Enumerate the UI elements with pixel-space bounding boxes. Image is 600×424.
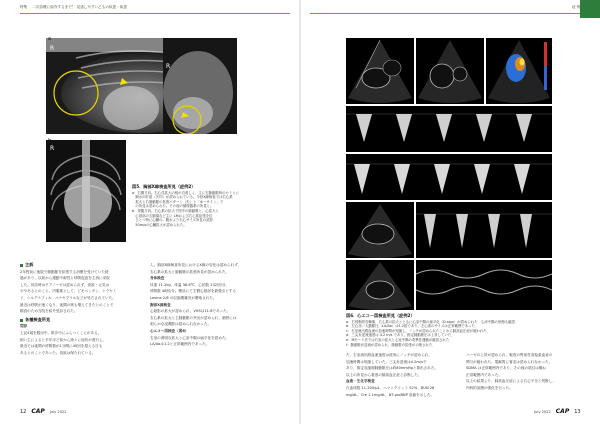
right-footer (534, 408, 581, 415)
body-line: 以上の所見から重度の肺高血圧症と診断した。 (346, 372, 422, 377)
body-line: 心陰影の拡大が認められ、VHSは11.6であった。 (150, 309, 231, 314)
left-footer (20, 408, 67, 415)
xray-dorsoventral-image (46, 140, 126, 242)
fig6-caption (346, 314, 581, 347)
body-line: 最近は呼吸が速くなり、夜間の咳も増えてきたとのことで (20, 302, 114, 307)
brand-logo-right: CAP (555, 408, 570, 415)
right-body-column-left (346, 352, 458, 398)
fig6-line: b：左心房／大動脈比（LA/Ao）は1.2倍であり，左心系のサイズは正常範囲であった． (346, 324, 479, 329)
echo-panel-b (416, 38, 484, 104)
fig5-line: a：右側方向。右心性拡大の相が自著しく、主に右肺動脈幹のセミとに (132, 190, 240, 195)
fig6-line: c：右室流出路血流の加速時間が短縮し，ノッチが認められたことから肺高血圧症が疑われた． (346, 328, 491, 333)
body-line: た、右室流出路血流速度は波形にノッチが認められ、 (346, 353, 433, 357)
doppler-panel-3 (416, 202, 552, 258)
fig6-line: f：肺動脈弁逆流が認められ，肺動脈の拡張が示唆された． (346, 342, 436, 347)
mmode-panel (416, 260, 552, 310)
fig5b-label: b (48, 138, 52, 144)
page-number-right: 13 (574, 408, 581, 415)
fig6-line: e：Mモード法では右室の拡大と心室中隔の奇異性運動が確認された． (346, 337, 453, 342)
body-subhead: 心エコー図検査（図6） (150, 328, 189, 333)
page-gutter (299, 0, 301, 424)
right-header (310, 5, 580, 14)
echo-panel-color-doppler (486, 38, 552, 104)
body-line: した。初診時はチアノーゼは認められず、食欲・元気は (20, 282, 110, 287)
doppler-panel-2 (346, 154, 552, 200)
fig5-line: b：背腹方向。右心系の拡大で図中の肺動脈と、心拡大と (132, 208, 219, 213)
body-line: 内科的治療の強化を行った。 (466, 385, 513, 390)
section-heading-chief-complaint: 主訴 (20, 262, 142, 269)
body-line: 精査のため当院を紹介受診された。 (20, 309, 78, 314)
fig5-line: 心基部の右肺葉など主に LMおよび右心系拡張を抗 (132, 213, 213, 218)
body-line: 正常範囲内であった。 (466, 372, 502, 377)
body-line: LA/Aoは1.2と正常範囲内であった。 (150, 342, 210, 347)
section-heading-exams: 各種検査所見 (20, 317, 142, 324)
body-line: 右室の著明な拡大と心室中隔の扁平化を認めた。 (150, 335, 230, 340)
body-line: ん。胸部X線検査所見におけるX線の変化は認められず、 (150, 263, 242, 267)
body-line: 飼い主によると半年ほど前から徐々に症状が進行し、 (20, 337, 107, 342)
fig6-title: 図6．心エコー図検査所見（症例2） (346, 313, 415, 318)
body-subhead: 胸部X線検査 (150, 302, 171, 307)
body-line: 呼吸数 48回/分。聴診にて左側心基部を最強点とする (150, 289, 236, 294)
fig5-line: 胸水の貯留（矢印）が認められている。今回X線検査では右心系 (132, 195, 233, 200)
xray-marker-r2: R (166, 63, 171, 70)
body-line: 最近では夜間の呼吸数が1分間に40回を超える日も (20, 344, 103, 349)
body-subhead: 問診 (20, 324, 28, 329)
right-body-column-right (466, 352, 580, 392)
fig6-line: d：三尖弁逆流速度は 4.2 m/s であり，推定肺動脈圧は上昇していた． (346, 333, 455, 338)
fig5-line: 50ｍ/sの心臓拡大が認められた。 (132, 222, 187, 227)
body-line: 明らかな浸潤影は認められなかった。 (150, 322, 212, 327)
body-line: 以上の結果より、肺高血圧症による右心不全と判断し、 (466, 379, 556, 384)
body-line: 関与が疑われた。電解質に著変は認められなかった。 (466, 359, 553, 364)
body-line: 白血球数 11,200/μL、ヘマトクリット 52%、BUN 28 (346, 385, 435, 390)
right-header-label: 症 例 (572, 5, 580, 9)
fig5-line: ひとつ特に心臓の。腹水より右心サイズ所見の読影 (132, 218, 213, 223)
echo-panel-d (346, 260, 414, 310)
body-line: ややあるとのこと。内服薬として、ピモベンダン、トラセミ (20, 289, 117, 294)
left-header-label: 特集 (20, 5, 28, 9)
body-line: 上記4剤を服用中。散歩中にふらつくことがある。 (20, 330, 102, 335)
body-line: mg/dL、Cre 1.1mg/dL、NT-proBNP 高値を示した。 (346, 392, 435, 397)
brand-logo-left: CAP (31, 408, 45, 415)
body-line: SDMA は正常範囲内であり、その他の項目は概ね (466, 366, 547, 371)
fig5a-label: a (48, 36, 52, 42)
left-header (20, 5, 290, 14)
body-line: Levine 2/6 の収縮期雑音が聴取された。 (150, 295, 217, 300)
body-subhead: 身体検査 (150, 276, 165, 281)
header-rule (310, 13, 580, 14)
xray-lateral-closeup (163, 38, 237, 134)
body-line: 過があり、以前から運動不耐性と呼吸促迫を主訴に来院 (20, 276, 110, 281)
left-body-column (20, 262, 142, 356)
xray-marker-r: R (50, 45, 55, 52)
page-number-left: 12 (20, 408, 27, 415)
body-line: あるとのことであった。食欲は保たれている。 (20, 350, 96, 355)
body-line: あり、推定収縮期肺動脈圧は約80mmHgと算出された。 (346, 366, 439, 371)
header-rule (20, 13, 290, 14)
body-line: 右心系の拡大と肺動脈の拡張所見が認められた。 (150, 269, 230, 274)
right-header-tab (580, 0, 600, 18)
body-line: 2年程前に他院で肺動脈を拡張する治療を受けていた経 (20, 269, 109, 274)
fig5-line: の所見は認められた。その他の循環器系の所見と。 (132, 204, 214, 209)
body-line: 加速時間は短縮していた。三尖弁逆流は4.2m/sで (346, 359, 427, 364)
fig6-line: a：右傍胸骨長軸像．右心系の拡大とともに心室中隔の扁平化（D-sign）が認められた．心房中隔の形態も確認． (346, 319, 519, 324)
fig5-caption (132, 185, 272, 227)
echo-panel-c (346, 202, 414, 258)
body-line: ド、シルデナフィル、ベナゼプリルなどが処方されていた。 (20, 295, 116, 300)
issue-right: July 2022 (534, 409, 551, 414)
body-line: 体重 11.2kg、体温 38.6℃、心拍数 132回/分、 (150, 282, 230, 287)
echo-panel-a (346, 38, 414, 104)
mid-body-column (150, 262, 274, 348)
left-header-title: 二次診療に紹介するまで！ 見逃しやすい乙もの疾患・疾患 (32, 5, 127, 9)
fig5-line: 拡大と右肺動脈の拡張パターン（矢）と「ゆーサイン」で (132, 199, 224, 204)
issue-left: July 2022 (49, 409, 67, 414)
body-line: バーゼの上昇が認められ、軽度の腎前性高窒素血症の (466, 353, 553, 357)
body-line: 右心系の拡大と主肺動脈の突出が認められ、肺野には (150, 315, 237, 320)
xray-marker-r3: R (50, 145, 55, 152)
body-subhead: 血液・生化学検査 (346, 379, 375, 384)
doppler-panel-1 (346, 106, 552, 152)
fig5-title: 図5．胸部X線検査所見（症例2） (132, 184, 196, 189)
